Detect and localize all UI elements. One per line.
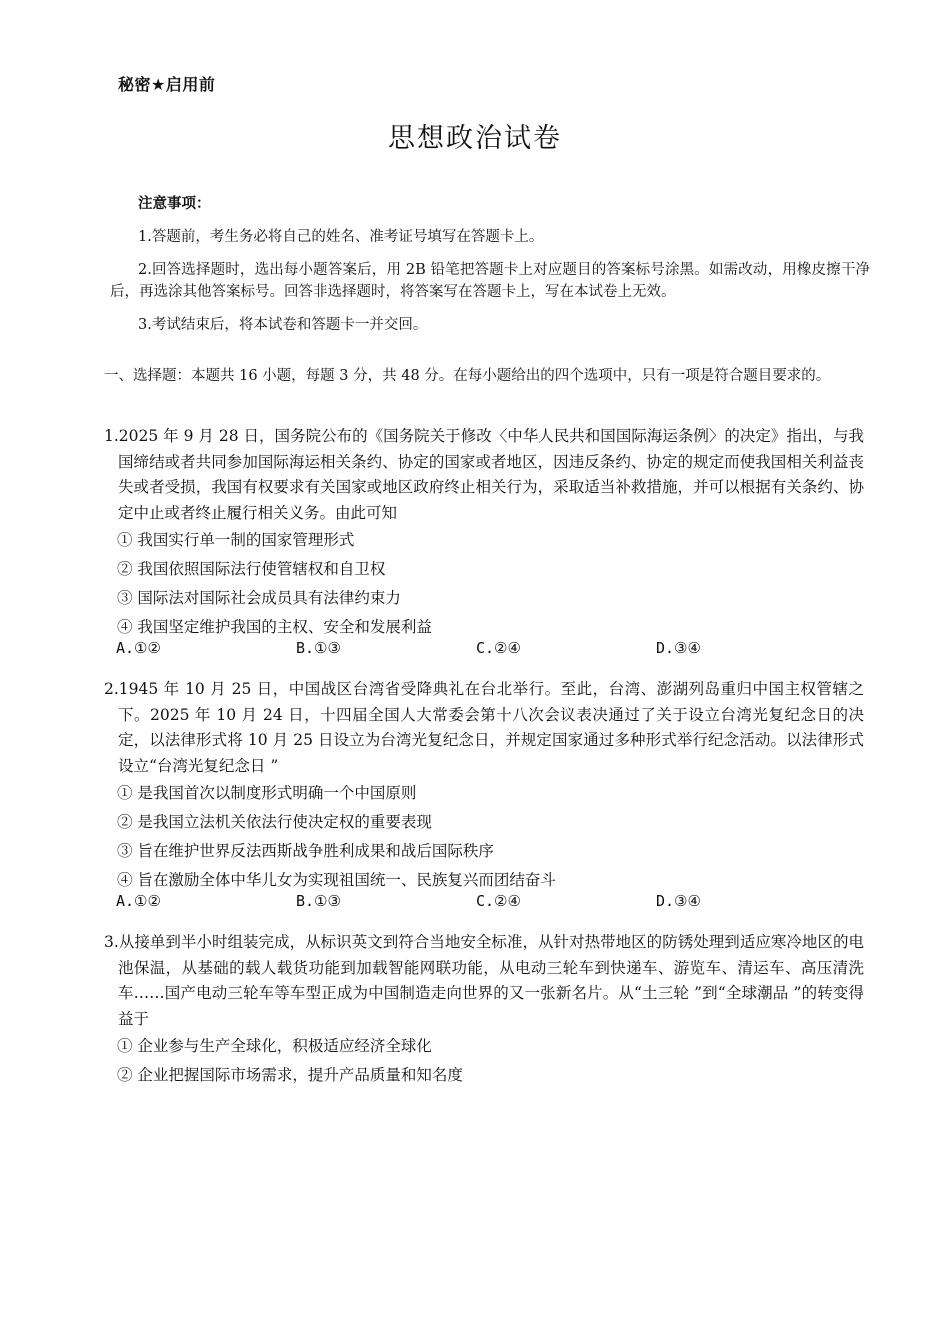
answer-choices <box>104 638 864 658</box>
answer-choices <box>104 891 864 911</box>
statement-3: ③ 国际法对国际社会成员具有法律约束力 <box>117 589 401 608</box>
question-stem: 1.2025 年 9 月 28 日，国务院公布的《国务院关于修改〈中华人民共和国国际海运条例〉的决定》指出，与我国缔结或者共同参加国际海运相关条约、协定的国家或者地区，因违反条约、协定的规定而使我国相关利益丧失或者受损，我国有权要求有关国家或地区政府终止相关行为，采取适当补救措施，并可以根据有关条约、协定中止或者终止履行相关义务。由此可知 <box>104 427 864 522</box>
notice-block <box>110 193 870 347</box>
choice-b: B.①③ <box>296 892 341 911</box>
statement-2: ② 企业把握国际市场需求，提升产品质量和知名度 <box>117 1066 463 1085</box>
statement-1: ① 企业参与生产全球化，积极适应经济全球化 <box>117 1037 432 1056</box>
choice-a: A.①② <box>116 892 161 911</box>
statement-2: ② 是我国立法机关依法行使决定权的重要表现 <box>117 813 432 832</box>
section-heading: 一、选择题：本题共 16 小题，每题 3 分，共 48 分。在每小题给出的四个选项中，只有一项是符合题目要求的。 <box>104 368 831 384</box>
statement-3: ③ 旨在维护世界反法西斯战争胜利成果和战后国际秩序 <box>117 842 494 861</box>
secret-mark: 秘密★启用前 <box>118 75 216 94</box>
choice-c: C.②④ <box>476 892 521 911</box>
notice-item-1: 1.答题前，考生务必将自己的姓名、准考证号填写在答题卡上。 <box>138 229 544 245</box>
statement-4: ④ 旨在激励全体中华儿女为实现祖国统一、民族复兴而团结奋斗 <box>117 871 556 890</box>
choice-c: C.②④ <box>476 639 521 658</box>
choice-a: A.①② <box>116 639 161 658</box>
statement-1: ① 我国实行单一制的国家管理形式 <box>117 531 355 550</box>
choice-b: B.①③ <box>296 639 341 658</box>
question-stem: 2.1945 年 10 月 25 日，中国战区台湾省受降典礼在台北举行。至此，台湾、澎湖列岛重归中国主权管辖之下。2025 年 10 月 24 日，十四届全国人大常委会第十八次会议表决通过了关于设立台湾光复纪念日的决定，以法律形式将 10 月 25 日设立为台湾光复纪念日，并规定国家通过多种形式举行纪念活动。以法律形式设立“台湾光复纪念日 ” <box>104 680 864 775</box>
question-2 <box>104 677 864 911</box>
choice-d: D.③④ <box>656 892 701 911</box>
question-3 <box>104 930 864 1090</box>
question-1 <box>104 424 864 658</box>
notice-item-3: 3.考试结束后，将本试卷和答题卡一并交回。 <box>138 317 428 333</box>
page-title: 思想政治试卷 <box>388 123 562 154</box>
statement-2: ② 我国依照国际法行使管辖权和自卫权 <box>117 560 386 579</box>
statement-1: ① 是我国首次以制度形式明确一个中国原则 <box>117 784 417 803</box>
notice-item-2: 2.回答选择题时，选出每小题答案后，用 2B 铅笔把答题卡上对应题目的答案标号涂黑。如需改动，用橡皮擦干净后，再选涂其他答案标号。回答非选择题时，将答案写在答题卡上，写在本试卷上无效。 <box>110 262 870 300</box>
statement-4: ④ 我国坚定维护我国的主权、安全和发展利益 <box>117 618 432 637</box>
notice-heading: 注意事项： <box>138 196 211 212</box>
question-stem: 3.从接单到半小时组装完成，从标识英文到符合当地安全标准，从针对热带地区的防锈处理到适应寒冷地区的电池保温，从基础的载人载货功能到加载智能网联功能，从电动三轮车到快递车、游览车、清运车、高压清洗车……国产电动三轮车等车型正成为中国制造走向世界的又一张新名片。从“土三轮 ”到“全球潮品 ”的转变得益于 <box>104 933 864 1028</box>
choice-d: D.③④ <box>656 639 701 658</box>
